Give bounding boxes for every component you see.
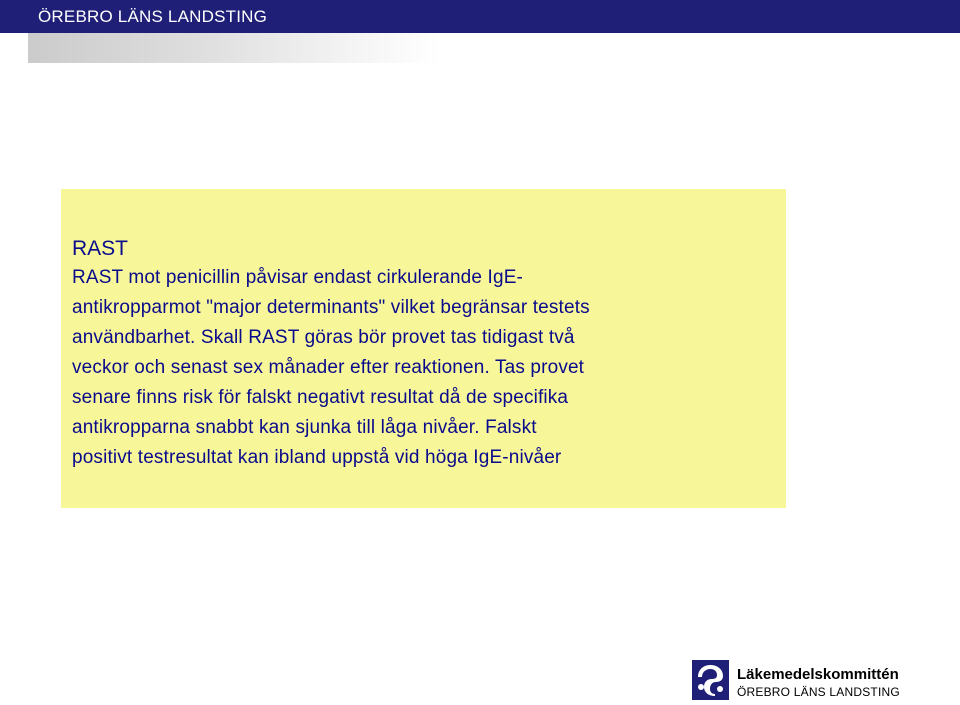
- text-line: antikropparmot "major determinants" vilket begränsar testets: [72, 297, 590, 318]
- box-title: RAST: [72, 237, 129, 260]
- box-text: [72, 263, 590, 473]
- text-line: antikropparna snabbt kan sjunka till låga nivåer. Falskt: [72, 417, 537, 438]
- landsting-emblem-icon: [692, 660, 729, 700]
- header-bar: [0, 0, 960, 33]
- text-line: positivt testresultat kan ibland uppstå vid höga IgE-nivåer: [72, 447, 562, 468]
- text-line: användbarhet. Skall RAST göras bör provet tas tidigast två: [72, 327, 575, 348]
- footer-subtitle: ÖREBRO LÄNS LANDSTING: [737, 685, 900, 699]
- text-line: veckor och senast sex månader efter reaktionen. Tas provet: [72, 357, 585, 378]
- decorative-gradient-strip: [0, 33, 440, 63]
- header-title: ÖREBRO LÄNS LANDSTING: [38, 7, 268, 26]
- text-line: senare finns risk för falskt negativt resultat då de specifika: [72, 387, 569, 408]
- content-box: [61, 189, 786, 508]
- text-line: RAST mot penicillin påvisar endast cirkulerande IgE-: [72, 267, 523, 288]
- footer-title: Läkemedelskommittén: [737, 666, 899, 683]
